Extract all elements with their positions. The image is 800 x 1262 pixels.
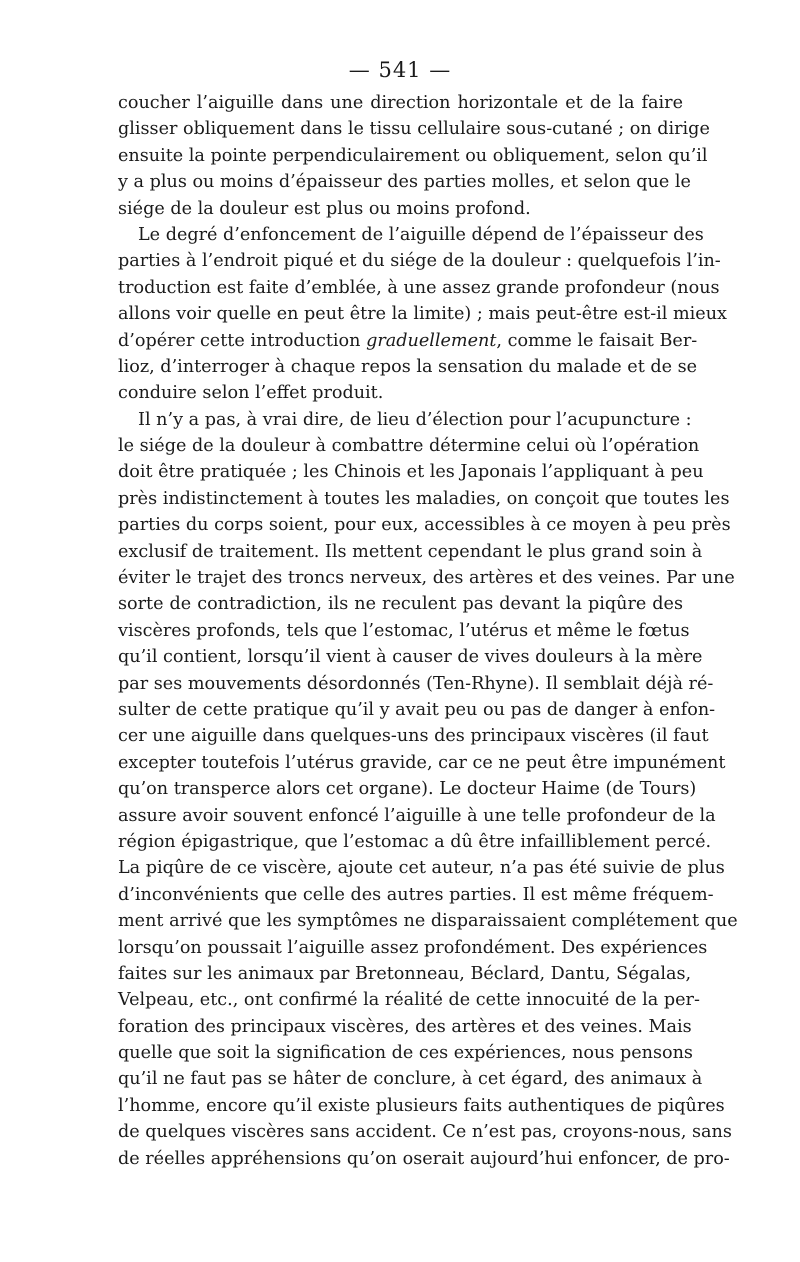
text-line: Velpeau, etc., ont confirmé la réalité de cette innocuité de la per- [118, 990, 700, 1011]
body-text [118, 90, 738, 1172]
text-line: faites sur les animaux par Bretonneau, Béclard, Dantu, Ségalas, [118, 963, 692, 984]
text-line: lioz, d’interroger à chaque repos la sensation du malade et de se [118, 356, 698, 377]
text-line: allons voir quelle en peut être la limite) ; mais peut-être est-il mieux [118, 304, 727, 325]
text-line: glisser obliquement dans le tissu cellulaire sous-cutané ; on dirige [118, 119, 710, 140]
text-line: quelle que soit la signification de ces expériences, nous pensons [118, 1043, 693, 1064]
text-line: l’homme, encore qu’il existe plusieurs faits authentiques de piqûres [118, 1095, 725, 1116]
italic-word: graduellement [366, 330, 497, 351]
page-number: — 541 — [348, 58, 452, 82]
text-line: troduction est faite d’emblée, à une assez grande profondeur (nous [118, 277, 720, 298]
text-line: près indistinctement à toutes les maladies, on conçoit que toutes les [118, 488, 730, 509]
text-line: foration des principaux viscères, des artères et des veines. Mais [118, 1016, 692, 1037]
text-line: excepter toutefois l’utérus gravide, car ce ne peut être impunément [118, 752, 726, 773]
text-line: ensuite la pointe perpendiculairement ou obliquement, selon qu’il [118, 145, 708, 166]
text-line: cer une aiguille dans quelques-uns des principaux viscères (il faut [118, 726, 709, 747]
text-line: région épigastrique, que l’estomac a dû être infailliblement percé. [118, 831, 712, 852]
text-line: siége de la douleur est plus ou moins profond. [118, 198, 531, 219]
text-line: qu’il contient, lorsqu’il vient à causer de vives douleurs à la mère [118, 647, 703, 668]
text-segment: d’opérer cette introduction [118, 330, 367, 351]
text-line: parties du corps soient, pour eux, accessibles à ce moyen à peu près [118, 515, 731, 536]
text-line: de quelques viscères sans accident. Ce n’est pas, croyons-nous, sans [118, 1122, 732, 1143]
text-line: éviter le trajet des troncs nerveux, des artères et des veines. Par une [118, 568, 735, 589]
text-line: lorsqu’on poussait l’aiguille assez profondément. Des expériences [118, 937, 708, 958]
text-line: d’inconvénients que celle des autres parties. Il est même fréquem- [118, 884, 714, 905]
text-line: de réelles appréhensions qu’on oserait aujourd’hui enfoncer, de pro- [118, 1148, 730, 1169]
text-line: doit être pratiquée ; les Chinois et les Japonais l’appliquant à peu [118, 462, 704, 483]
text-line: sorte de contradiction, ils ne reculent pas devant la piqûre des [118, 594, 683, 615]
text-line: assure avoir souvent enfoncé l’aiguille à une telle profondeur de la [118, 805, 716, 826]
text-line: qu’il ne faut pas se hâter de conclure, à cet égard, des animaux à [118, 1069, 703, 1090]
text-segment: , comme le faisait Ber- [496, 330, 698, 351]
text-line: y a plus ou moins d’épaisseur des parties molles, et selon que le [118, 172, 691, 193]
text-line: qu’on transperce alors cet organe). Le docteur Haime (de Tours) [118, 779, 697, 800]
text-line: parties à l’endroit piqué et du siége de la douleur : quelquefois l’in- [118, 251, 721, 272]
paragraph-start-line: Il n’y a pas, à vrai dire, de lieu d’élection pour l’acupuncture : [138, 409, 692, 430]
text-line: par ses mouvements désordonnés (Ten-Rhyne). Il semblait déjà ré- [118, 673, 714, 694]
text-line: La piqûre de ce viscère, ajoute cet auteur, n’a pas été suivie de plus [118, 858, 725, 879]
text-line: sulter de cette pratique qu’il y avait peu ou pas de danger à enfon- [118, 699, 716, 720]
text-line: ment arrivé que les symptômes ne disparaissaient complétement que [118, 911, 738, 932]
text-line: exclusif de traitement. Ils mettent cependant le plus grand soin à [118, 541, 703, 562]
text-line: viscères profonds, tels que l’estomac, l’utérus et même le fœtus [118, 620, 690, 641]
text-line: coucher l’aiguille dans une direction horizontale et de la faire [118, 93, 683, 113]
text-line: conduire selon l’effet produit. [118, 383, 384, 404]
text-line: le siége de la douleur à combattre détermine celui où l’opération [118, 436, 700, 457]
text-line-with-italic [118, 328, 698, 354]
paragraph-start-line: Le degré d’enfoncement de l’aiguille dépend de l’épaisseur des [138, 224, 704, 245]
